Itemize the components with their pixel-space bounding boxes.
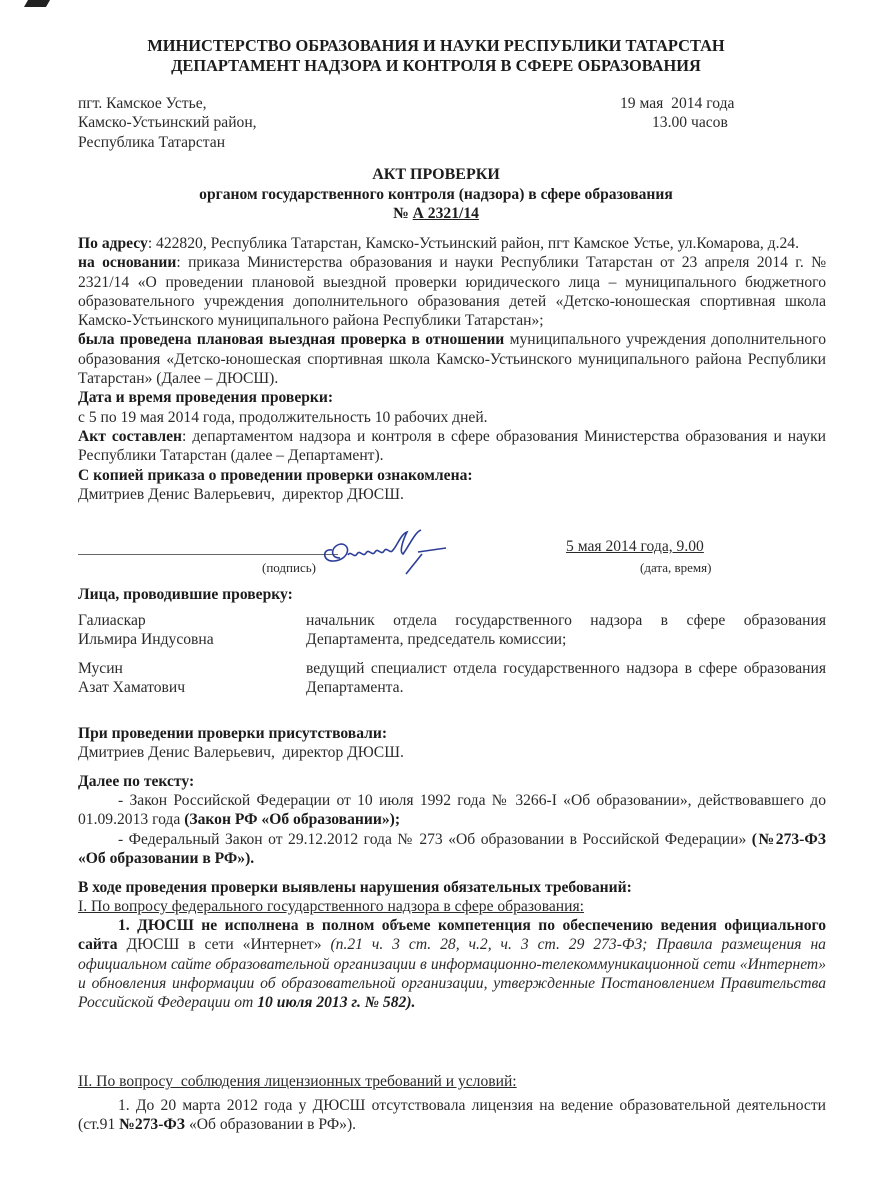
body-intro <box>78 234 826 504</box>
copy-text: Дмитриев Денис Валерьевич, директор ДЮСШ. <box>78 485 404 503</box>
violation-item: 1. До 20 марта 2012 года у ДЮСШ отсутствовала лицензия на ведение образовательной деятельности (ст.91 №273-ФЗ «Об образовании в РФ»). <box>78 1097 826 1134</box>
law-item: - Закон Российской Федерации от 10 июля 1992 года № 3266-I «Об образовании», действовавшего до 01.09.2013 года (Закон РФ «Об образовании»); <box>78 792 826 829</box>
address-paragraph: По адресу: 422820, Республика Татарстан, Камско-Устьинский район, пгт Камское Устье, ул.Комарова, д.24. <box>78 235 800 252</box>
place-block <box>78 94 257 152</box>
signature-date: 5 мая 2014 года, 9.00 <box>566 538 704 555</box>
inspector-role: начальник отдела государственного надзора в сфере образования Департамента, председатель комиссии; <box>306 612 826 649</box>
signature-caption: (подпись) <box>262 560 316 575</box>
present-text: Дмитриев Денис Валерьевич, директор ДЮСШ. <box>78 744 404 761</box>
law-item: - Федеральный Закон от 29.12.2012 года № 273 «Об образовании в Российской Федерации» (№273-ФЗ «Об образовании в РФ»). <box>78 830 827 867</box>
place-line: пгт. Камское Устье, <box>78 95 207 112</box>
inspector-name: Мусин Азат Хаматович <box>78 660 186 697</box>
present-label: При проведении проверки присутствовали: <box>78 725 388 742</box>
section-2-heading: II. По вопросу соблюдения лицензионных требований и условий: <box>78 1073 517 1090</box>
act-time: 13.00 часов <box>652 114 728 131</box>
inspectors-label: Лица, проводившие проверку: <box>78 586 293 603</box>
section-1-heading: I. По вопросу федерального государственного надзора в сфере образования: <box>78 898 584 915</box>
inspector-role: ведущий специалист отдела государственного надзора в сфере образования Департамента. <box>306 660 826 697</box>
doc-subtitle: органом государственного контроля (надзора) в сфере образования <box>199 186 673 203</box>
date-text: с 5 по 19 мая 2014 года, продолжительность 10 рабочих дней. <box>78 408 488 426</box>
place-line: Камско-Устьинский район, <box>78 114 257 132</box>
doc-title: АКТ ПРОВЕРКИ <box>372 166 500 183</box>
signature-line <box>78 554 338 555</box>
signature-date-caption: (дата, время) <box>640 560 712 575</box>
inspector-name: Галиаскар Ильмира Индусовна <box>78 612 214 649</box>
place-line: Республика Татарстан <box>78 133 226 151</box>
laws-list <box>78 791 826 868</box>
violation-item: 1. ДЮСШ не исполнена в полном объеме компетенция по обеспечению ведения официального сайта ДЮСШ в сети «Интернет» (п.21 ч. 3 ст. 28, ч.2, ч. 3 ст. 29 273-ФЗ; Правила размещения на официальном сайте образовательной организации в информационно-телекоммуникационной сети «Интернет» и обновления информации об образовательной организации, утвержденные Постановлением Правительства Российской Федерации от 10 июля 2013 г. № 582). <box>78 917 826 1012</box>
violations-label: В ходе проведения проверки выявлены нарушения обязательных требований: <box>78 879 632 896</box>
department-title: ДЕПАРТАМЕНТ НАДЗОРА И КОНТРОЛЯ В СФЕРЕ ОБРАЗОВАНИЯ <box>171 56 701 75</box>
scan-mark <box>24 0 50 7</box>
held-paragraph: была проведена плановая выездная проверка в отношении муниципального учреждения дополнительного образования «Детско-юношеская спортивная школа Камско-Устьинского муниципального района Республики Татарстан» (Далее – ДЮСШ). <box>78 331 826 388</box>
doc-number: № А 2321/14 <box>393 205 479 222</box>
basis-paragraph: на основании: приказа Министерства образования и науки Республики Татарстан от 23 апреля 2014 г. № 2321/14 «О проведении плановой выездной проверки юридического лица – муниципального бюджетного образовательного учреждения дополнительного образования детей «Детско-юношеская спортивная школа Камско-Устьинского муниципального района Республики Татарстан»; <box>78 254 826 330</box>
further-label: Далее по тексту: <box>78 773 195 790</box>
signature-image <box>318 528 448 576</box>
copy-label: С копией приказа о проведении проверки ознакомлена: <box>78 466 473 484</box>
ministry-title: МИНИСТЕРСТВО ОБРАЗОВАНИЯ И НАУКИ РЕСПУБЛИКИ ТАТАРСТАН <box>147 36 725 55</box>
act-paragraph: Акт составлен: департаментом надзора и контроля в сфере образования Министерства образования и науки Республики Татарстан (далее – Департамент). <box>78 427 826 465</box>
act-date: 19 мая 2014 года <box>620 95 735 112</box>
date-label: Дата и время проведения проверки: <box>78 389 334 407</box>
